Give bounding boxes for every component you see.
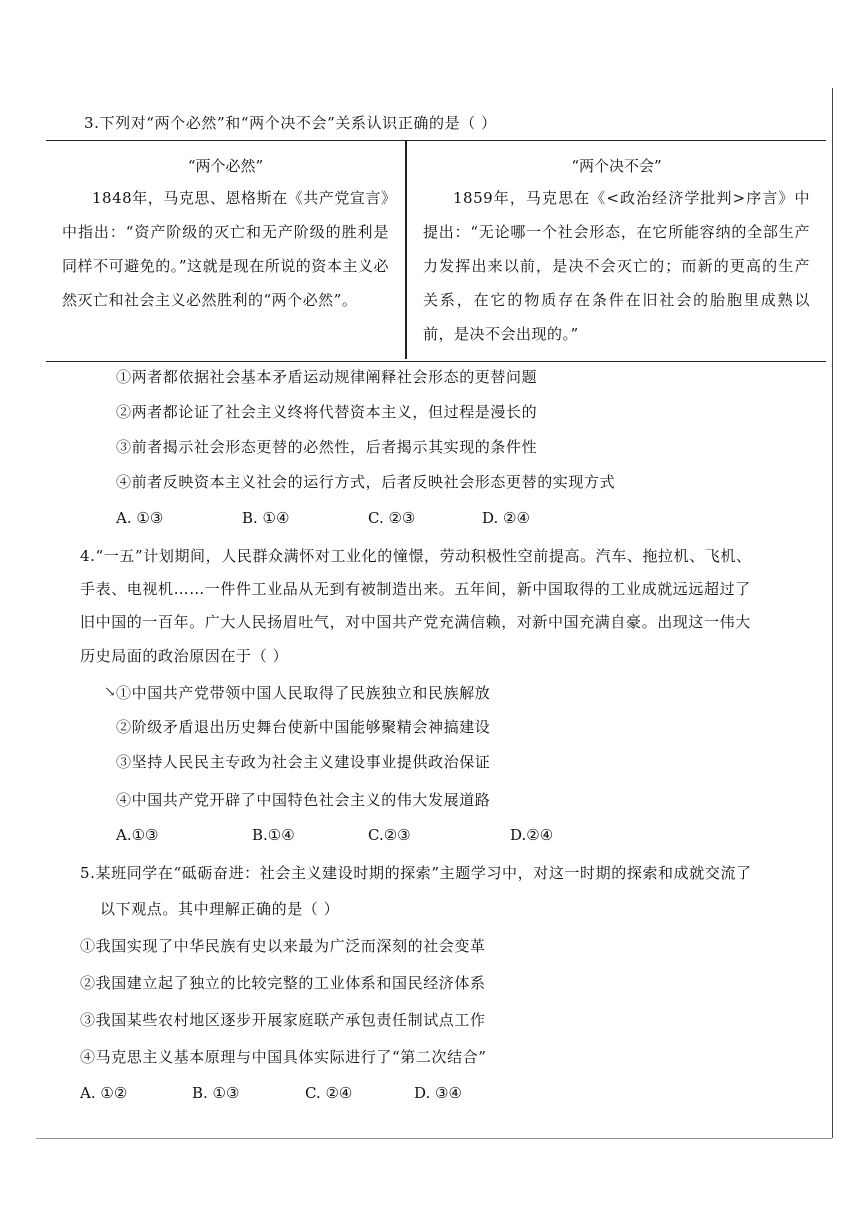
- table-column-left: [46, 141, 405, 359]
- q4-choice-a: A.①③: [116, 826, 159, 844]
- q3-option-1: ①两者都依据社会基本矛盾运动规律阐释社会形态的更替问题: [116, 368, 538, 386]
- question-5-stem-line-1: 5.某班同学在“砥砺奋进：社会主义建设时期的探索”主题学习中，对这一时期的探索和成就交流了: [80, 864, 752, 882]
- q5-choice-d: D. ③④: [414, 1084, 462, 1102]
- question-4-stem-line-2: 手表、电视机……一件件工业品从无到有被制造出来。五年间，新中国取得的工业成就远远超过了: [80, 580, 751, 598]
- q5-choice-a: A. ①②: [80, 1084, 128, 1102]
- pen-mark: ↘: [104, 684, 116, 700]
- table-left-body: 1848年，马克思、恩格斯在《共产党宣言》中指出：“资产阶级的灭亡和无产阶级的胜利是同样不可避免的。”这就是现在所说的资本主义必然灭亡和社会主义必然胜利的“两个必然”。: [62, 189, 389, 309]
- q3-choice-d: D. ②④: [482, 509, 530, 527]
- table-right-body: 1859年，马克思在《<政治经济学批判>序言》中提出：“无论哪一个社会形态，在它所能容纳的全部生产力发挥出来以前，是决不会灭亡的；而新的更高的生产关系，在它的物质存在条件在旧社会的胎胞里成熟以前，是决不会出现的。”: [423, 189, 810, 343]
- q4-option-3: ③坚持人民民主专政为社会主义建设事业提供政治保证: [116, 753, 491, 771]
- q3-choice-c: C. ②③: [368, 509, 416, 527]
- q3-option-4: ④前者反映资本主义社会的运行方式，后者反映社会形态更替的实现方式: [116, 473, 616, 491]
- table-left-header: “两个必然”: [187, 157, 264, 175]
- q3-option-2: ②两者都论证了社会主义终将代替资本主义，但过程是漫长的: [116, 403, 538, 421]
- question-3-stem: 3.下列对“两个必然”和“两个决不会”关系认识正确的是（ ）: [84, 114, 497, 132]
- question-4-stem-line-4: 历史局面的政治原因在于（ ）: [80, 647, 289, 665]
- table-right-header: “两个决不会”: [571, 157, 662, 175]
- q4-option-1: ①中国共产党带领中国人民取得了民族独立和民族解放: [116, 684, 491, 702]
- q5-choice-c: C. ②④: [305, 1084, 353, 1102]
- q5-choice-b: B. ①③: [192, 1084, 240, 1102]
- question-4-stem-line-1: 4.“一五”计划期间，人民群众满怀对工业化的憧憬，劳动积极性空前提高。汽车、拖拉机、飞机、: [80, 547, 752, 565]
- scan-border-bottom: [36, 1138, 832, 1139]
- q4-choice-b: B.①④: [252, 826, 295, 844]
- q5-option-3: ③我国某些农村地区逐步开展家庭联产承包责任制试点工作: [80, 1011, 486, 1029]
- q3-choice-a: A. ①③: [116, 509, 164, 527]
- q5-option-2: ②我国建立起了独立的比较完整的工业体系和国民经济体系: [80, 974, 486, 992]
- q5-option-1: ①我国实现了中华民族有史以来最为广泛而深刻的社会变革: [80, 937, 486, 955]
- question-4-stem-line-3: 旧中国的一百年。广大人民扬眉吐气，对中国共产党充满信赖，对新中国充满自豪。出现这一伟大: [80, 613, 751, 631]
- comparison-table: [46, 140, 826, 362]
- q4-choice-d: D.②④: [510, 826, 554, 844]
- q4-option-2: ②阶级矛盾退出历史舞台使新中国能够聚精会神搞建设: [116, 718, 491, 736]
- q5-option-4: ④马克思主义基本原理与中国具体实际进行了“第二次结合”: [80, 1048, 487, 1066]
- q4-option-4: ④中国共产党开辟了中国特色社会主义的伟大发展道路: [116, 791, 491, 809]
- table-column-right: [407, 141, 826, 359]
- q4-choice-c: C.②③: [368, 826, 411, 844]
- q3-choice-b: B. ①④: [242, 509, 290, 527]
- q3-option-3: ③前者揭示社会形态更替的必然性，后者揭示其实现的条件性: [116, 438, 538, 456]
- question-5-stem-line-2: 以下观点。其中理解正确的是（ ）: [100, 900, 340, 918]
- scan-border-right: [832, 88, 833, 1138]
